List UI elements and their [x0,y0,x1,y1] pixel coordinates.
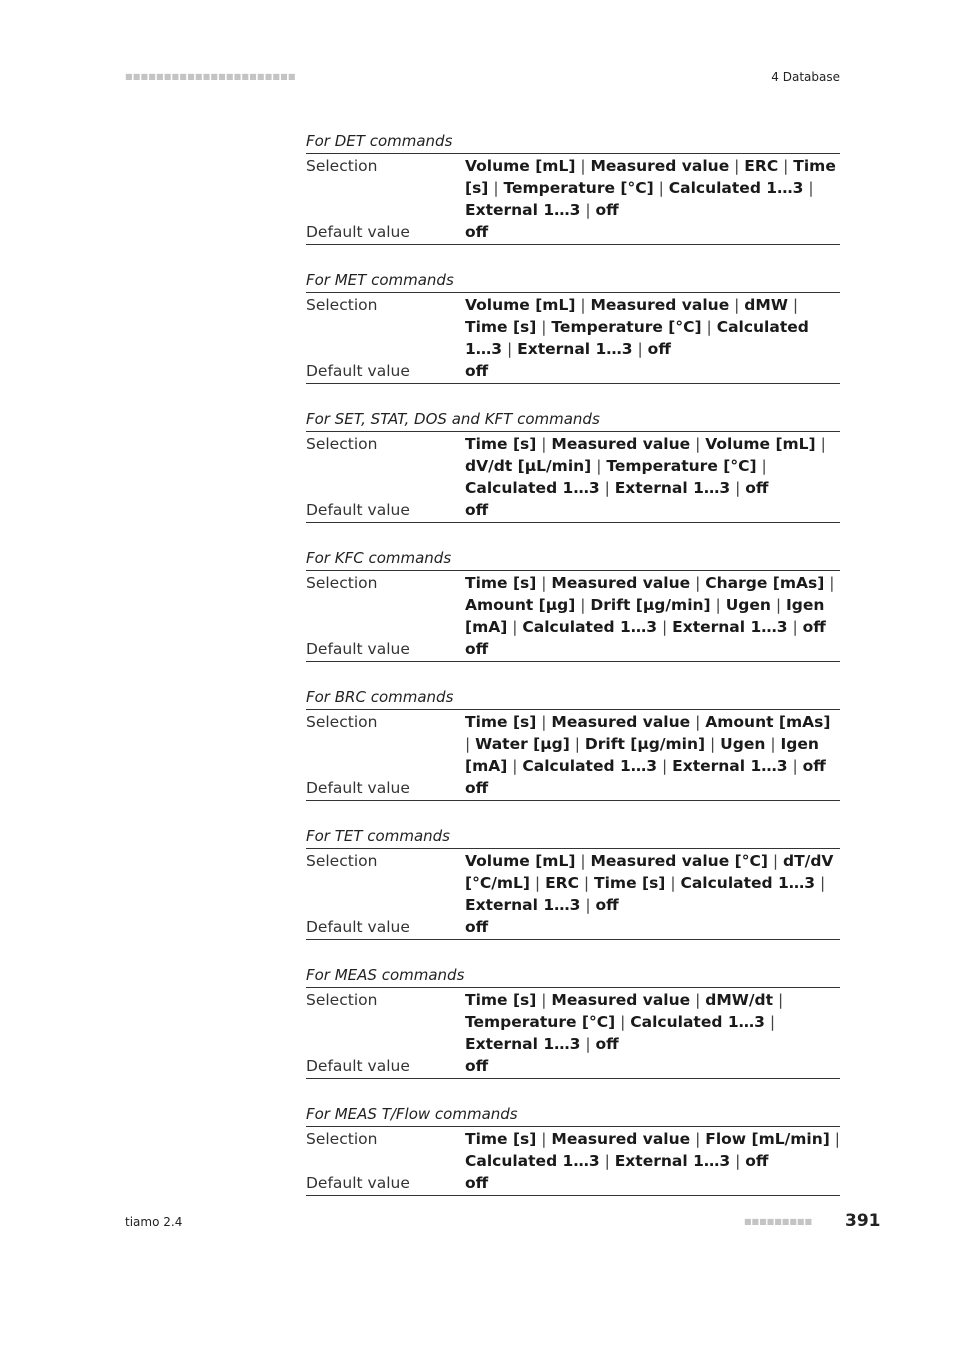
option-separator: | [657,618,673,636]
selection-option: Time [s] [465,318,537,336]
option-separator: | [787,296,799,314]
selection-row [306,850,840,916]
option-separator: | [710,596,726,614]
selection-option: External 1…3 [465,1035,581,1053]
selection-option: Calculated 1…3 [522,618,658,636]
command-block-meas-t-flow [306,1104,840,1196]
option-separator: | [778,157,794,175]
option-separator: | [756,457,767,475]
selection-options [465,711,840,777]
block-title: For MET commands [306,270,840,293]
option-separator: | [690,991,706,1009]
selection-option: Calculated 1…3 [465,1152,600,1170]
option-separator: | [765,735,781,753]
default-value: off [465,501,489,519]
selection-option: dMW [744,296,788,314]
command-block-met [306,270,840,384]
selection-option: dV/dt [µL/min] [465,457,592,475]
selection-options [465,989,840,1055]
option-separator: | [569,735,585,753]
selection-row [306,572,840,638]
selection-option: Time [s] [465,574,537,592]
selection-option: External 1…3 [517,340,633,358]
selection-label: Selection [306,157,378,175]
option-separator: | [536,435,552,453]
default-row [306,1172,840,1196]
option-separator: | [690,574,706,592]
block-title: For KFC commands [306,548,840,571]
selection-option: Calculated 1…3 [680,874,816,892]
option-separator: | [829,1130,841,1148]
selection-option: Calculated 1…3 [522,757,658,775]
selection-option: Drift [µg/min] [584,735,706,753]
selection-label: Selection [306,435,378,453]
selection-options [465,572,840,638]
command-block-brc [306,687,840,801]
default-value: off [465,1057,489,1075]
parameter-list [306,131,840,1221]
default-row [306,916,840,940]
option-separator: | [764,1013,776,1031]
selection-options [465,433,840,499]
option-separator: | [580,1035,596,1053]
selection-option: off [802,757,826,775]
selection-option: Measured value [590,296,730,314]
selection-option: Measured value [551,435,691,453]
selection-option: Calculated 1…3 [630,1013,765,1031]
default-label: Default value [306,1057,410,1075]
selection-option: off [802,618,826,636]
option-separator: | [465,735,476,753]
selection-option: External 1…3 [672,757,788,775]
default-value: off [465,779,489,797]
default-label: Default value [306,779,410,797]
selection-option: External 1…3 [614,479,731,497]
selection-options [465,294,840,360]
selection-option: Calculated 1…3 [668,179,804,197]
option-separator: | [536,991,552,1009]
option-separator: | [729,296,745,314]
option-separator: | [730,1152,746,1170]
page-number: 391 [845,1211,881,1231]
option-separator: | [665,874,681,892]
selection-options [465,1128,840,1172]
option-separator: | [701,318,717,336]
selection-option: dT/dV [°C/mL] [465,852,834,892]
selection-option: Temperature [°C] [551,318,702,336]
selection-option: Amount [mAs] [705,713,831,731]
default-value: off [465,223,489,241]
default-row [306,1055,840,1079]
option-separator: | [507,618,523,636]
footer-decoration: ■■■■■■■■■ [744,1217,813,1226]
option-separator: | [770,596,787,614]
default-label: Default value [306,640,410,658]
default-row [306,360,840,384]
option-separator: | [575,852,591,870]
selection-option: Igen [mA] [465,596,825,636]
selection-options [465,155,840,221]
selection-option: Time [s] [465,157,836,197]
option-separator: | [575,296,591,314]
selection-option: off [745,1152,769,1170]
default-value: off [465,362,489,380]
selection-option: Time [s] [594,874,666,892]
selection-row [306,989,840,1055]
option-separator: | [599,1152,615,1170]
option-separator: | [591,457,607,475]
selection-option: Volume [mL] [465,296,576,314]
selection-options [465,850,840,916]
selection-option: External 1…3 [465,896,581,914]
block-title: For MEAS commands [306,965,840,988]
option-separator: | [488,179,504,197]
selection-option: Volume [mL] [465,157,576,175]
option-separator: | [536,574,552,592]
block-title: For TET commands [306,826,840,849]
selection-option: External 1…3 [465,201,581,219]
option-separator: | [690,713,706,731]
option-separator: | [575,157,591,175]
selection-label: Selection [306,574,378,592]
selection-option: Measured value [551,713,691,731]
default-label: Default value [306,501,410,519]
selection-option: Charge [mAs] [705,574,825,592]
default-row [306,638,840,662]
default-label: Default value [306,223,410,241]
option-separator: | [507,757,523,775]
option-separator: | [803,179,814,197]
selection-option: Volume [mL] [705,435,816,453]
selection-option: Measured value [°C] [590,852,768,870]
option-separator: | [536,318,552,336]
selection-option: Measured value [551,574,691,592]
option-separator: | [575,596,591,614]
option-separator: | [787,618,803,636]
option-separator: | [815,874,826,892]
selection-option: dMW/dt [705,991,774,1009]
default-value: off [465,640,489,658]
selection-option: Drift [µg/min] [590,596,711,614]
option-separator: | [787,757,803,775]
default-label: Default value [306,918,410,936]
selection-option: Temperature [°C] [503,179,654,197]
default-row [306,777,840,801]
header-section-title: 4 Database [771,70,840,84]
option-separator: | [580,201,596,219]
selection-option: Time [s] [465,435,537,453]
selection-option: Temperature [°C] [465,1013,616,1031]
option-separator: | [815,435,826,453]
command-block-kfc [306,548,840,662]
default-value: off [465,918,489,936]
selection-row [306,433,840,499]
default-label: Default value [306,1174,410,1192]
selection-label: Selection [306,991,378,1009]
selection-option: Water [µg] [475,735,570,753]
block-title: For SET, STAT, DOS and KFT commands [306,409,840,432]
option-separator: | [502,340,518,358]
selection-option: ERC [744,157,779,175]
selection-option: Measured value [590,157,730,175]
option-separator: | [824,574,835,592]
selection-option: Ugen [720,735,766,753]
option-separator: | [690,1130,706,1148]
block-title: For MEAS T/Flow commands [306,1104,840,1127]
selection-option: off [595,896,619,914]
footer-product: tiamo 2.4 [125,1215,183,1229]
selection-row [306,711,840,777]
default-label: Default value [306,362,410,380]
selection-option: off [647,340,671,358]
selection-option: Igen [mA] [465,735,819,775]
selection-row [306,1128,840,1172]
option-separator: | [767,852,783,870]
selection-option: Ugen [725,596,771,614]
option-separator: | [615,1013,631,1031]
selection-option: Temperature [°C] [606,457,757,475]
selection-row [306,155,840,221]
option-separator: | [690,435,706,453]
option-separator: | [536,1130,552,1148]
selection-label: Selection [306,852,378,870]
header-decoration: ■■■■■■■■■■■■■■■■■■■■■■ [125,72,296,81]
option-separator: | [730,479,746,497]
selection-label: Selection [306,1130,378,1148]
selection-label: Selection [306,713,378,731]
default-row [306,221,840,245]
option-separator: | [653,179,669,197]
option-separator: | [729,157,745,175]
selection-option: External 1…3 [672,618,788,636]
selection-option: Calculated 1…3 [465,318,809,358]
selection-option: Time [s] [465,991,537,1009]
selection-option: Calculated 1…3 [465,479,600,497]
selection-option: off [595,201,619,219]
option-separator: | [580,896,596,914]
option-separator: | [705,735,721,753]
option-separator: | [536,713,552,731]
selection-row [306,294,840,360]
selection-option: off [595,1035,619,1053]
selection-option: Amount [µg] [465,596,576,614]
selection-option: ERC [545,874,579,892]
selection-option: External 1…3 [614,1152,731,1170]
default-value: off [465,1174,489,1192]
option-separator: | [599,479,615,497]
block-title: For DET commands [306,131,840,154]
selection-option: off [745,479,769,497]
command-block-meas [306,965,840,1079]
selection-label: Selection [306,296,378,314]
command-block-det [306,131,840,245]
selection-option: Volume [mL] [465,852,576,870]
command-block-tet [306,826,840,940]
selection-option: Measured value [551,1130,691,1148]
option-separator: | [578,874,595,892]
block-title: For BRC commands [306,687,840,710]
selection-option: Time [s] [465,713,537,731]
default-row [306,499,840,523]
selection-option: Measured value [551,991,691,1009]
option-separator: | [632,340,648,358]
option-separator: | [529,874,546,892]
option-separator: | [773,991,784,1009]
selection-option: Time [s] [465,1130,537,1148]
command-block-set-stat-dos-kft [306,409,840,523]
option-separator: | [657,757,673,775]
selection-option: Flow [mL/min] [705,1130,830,1148]
